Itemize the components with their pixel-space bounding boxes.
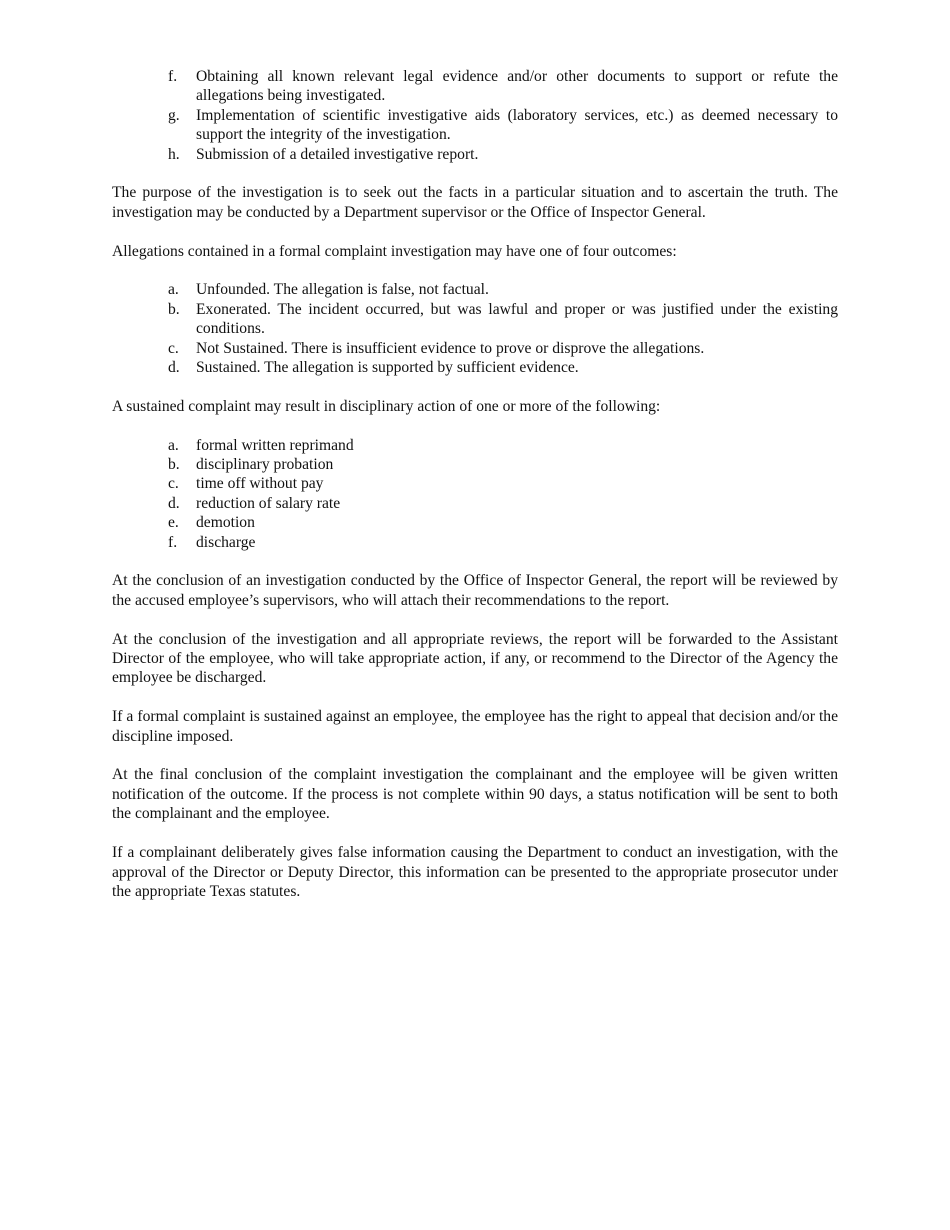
false-information-paragraph: If a complainant deliberately gives false information causing the Department to conduct an investigation, with the approval of the Director or Deputy Director, this information can be presented to the appropriate prosecutor under the appropriate Texas statutes. — [112, 844, 838, 900]
list-item-text: Exonerated. The incident occurred, but was lawful and proper or was justified under the existing conditions. — [196, 300, 838, 338]
list-item-text: Sustained. The allegation is supported by sufficient evidence. — [196, 359, 579, 377]
list-item-text: Not Sustained. There is insufficient evidence to prove or disprove the allegations. — [196, 339, 705, 357]
list-marker: b. — [168, 456, 180, 474]
list-item-text: Obtaining all known relevant legal evidence and/or other documents to support or refute the allegations being investigated. — [196, 68, 838, 105]
list-item-text: disciplinary probation — [196, 456, 334, 474]
discipline-list — [112, 436, 838, 552]
list-item-text: Submission of a detailed investigative report. — [196, 145, 479, 163]
list-item — [112, 494, 838, 513]
list-marker: h. — [168, 145, 180, 163]
investigation-steps-list — [112, 67, 838, 164]
list-item-text: Implementation of scientific investigative aids (laboratory services, etc.) as deemed necessary to support the integrity of the investigation. — [196, 106, 838, 144]
list-item-text: formal written reprimand — [196, 436, 354, 454]
list-item-text: time off without pay — [196, 475, 324, 493]
list-item-text: discharge — [196, 533, 256, 551]
list-item — [112, 436, 838, 455]
list-marker: c. — [168, 475, 179, 493]
list-marker: a. — [168, 281, 179, 299]
discipline-intro-paragraph: A sustained complaint may result in disciplinary action of one or more of the following: — [112, 397, 661, 415]
outcomes-list — [112, 280, 838, 377]
list-item — [112, 67, 838, 106]
list-item — [112, 474, 838, 493]
list-item — [112, 533, 838, 552]
list-marker: f. — [168, 68, 178, 85]
list-marker: c. — [168, 339, 179, 357]
list-item — [112, 145, 838, 164]
list-item — [112, 300, 838, 339]
list-marker: d. — [168, 359, 180, 377]
forwarding-paragraph: At the conclusion of the investigation and all appropriate reviews, the report will be forwarded to the Assistant Director of the employee, who will take appropriate action, if any, or recommend to the Director of the Agency the employee be discharged. — [112, 630, 838, 687]
list-marker: d. — [168, 494, 180, 512]
list-item-text: Unfounded. The allegation is false, not factual. — [196, 281, 489, 299]
notification-paragraph: At the final conclusion of the complaint investigation the complainant and the employee will be given written notification of the outcome. If the process is not complete within 90 days, a status notification will be sent to both the complainant and the employee. — [112, 766, 838, 823]
list-item — [112, 455, 838, 474]
list-item — [112, 280, 838, 299]
list-marker: f. — [168, 533, 178, 551]
appeal-paragraph: If a formal complaint is sustained against an employee, the employee has the right to appeal that decision and/or the discipline imposed. — [112, 708, 838, 745]
list-item — [112, 339, 838, 358]
list-marker: e. — [168, 514, 179, 532]
document-page — [112, 67, 838, 901]
list-item — [112, 358, 838, 377]
outcomes-intro-paragraph: Allegations contained in a formal complaint investigation may have one of four outcomes: — [112, 242, 677, 260]
list-marker: b. — [168, 300, 180, 318]
purpose-paragraph: The purpose of the investigation is to seek out the facts in a particular situation and to ascertain the truth. The investigation may be conducted by a Department supervisor or the Office of Inspector General. — [112, 184, 838, 221]
oig-review-paragraph: At the conclusion of an investigation conducted by the Office of Inspector General, the report will be reviewed by the accused employee’s supervisors, who will attach their recommendations to the report. — [112, 572, 838, 609]
list-item — [112, 513, 838, 532]
list-item-text: demotion — [196, 514, 255, 532]
list-marker: g. — [168, 106, 180, 124]
list-item-text: reduction of salary rate — [196, 494, 341, 512]
list-item — [112, 106, 838, 145]
list-marker: a. — [168, 436, 179, 454]
